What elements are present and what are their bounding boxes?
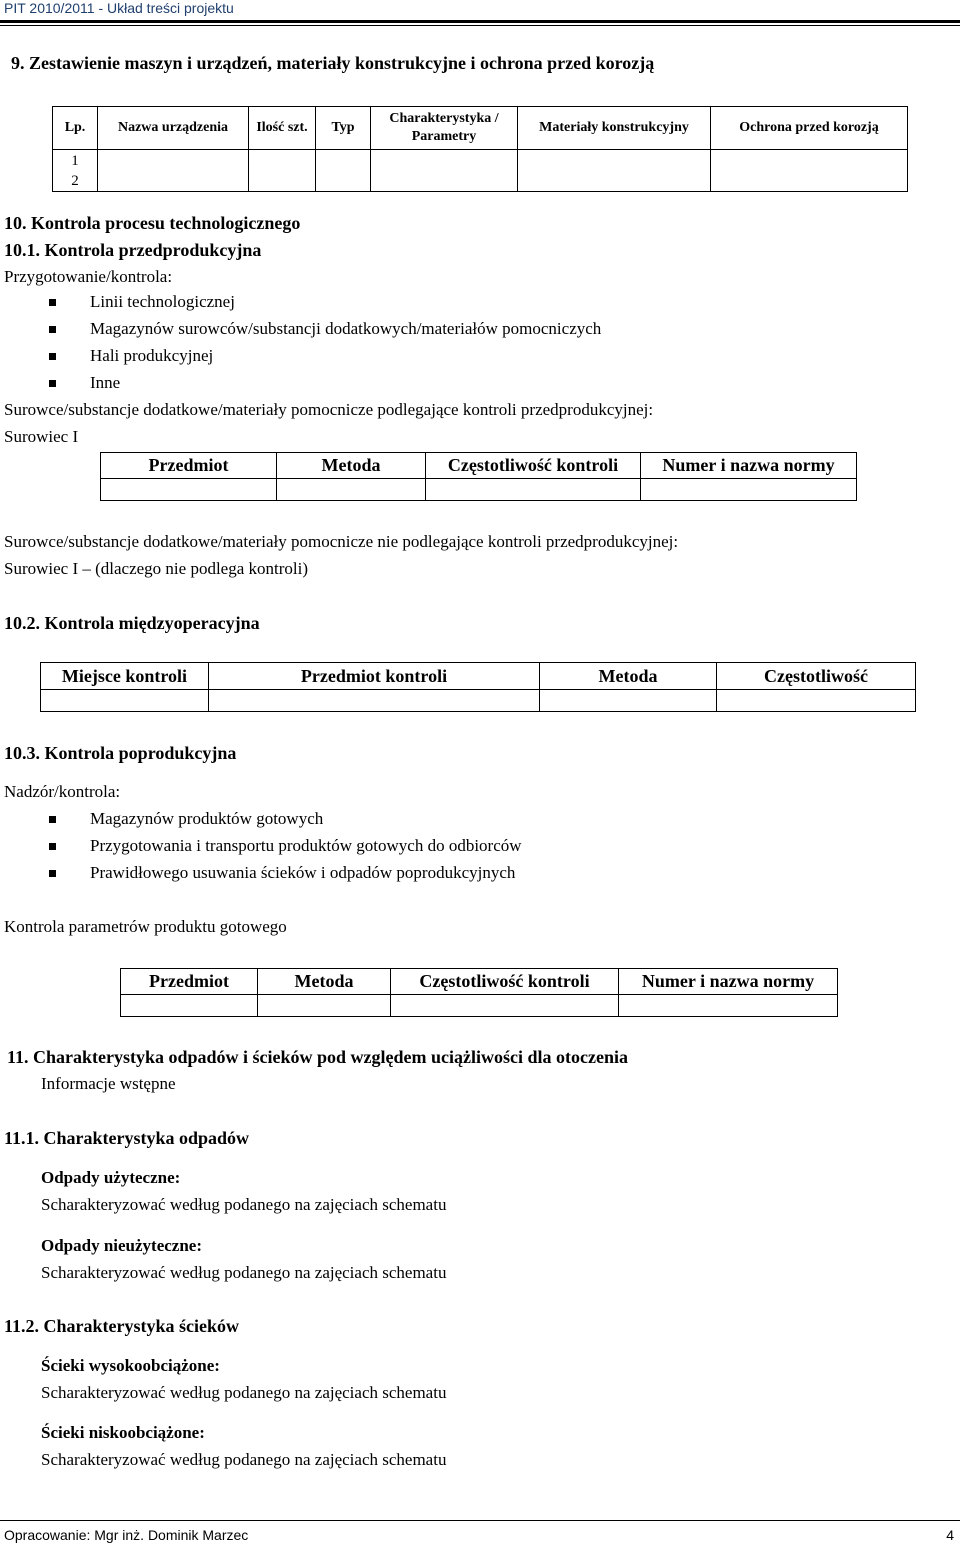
low-load-sewage-text: Scharakteryzować według podanego na zajęciach schematu — [41, 1450, 447, 1469]
header-subject: Przedmiot — [101, 453, 277, 479]
table-cell — [258, 995, 391, 1017]
bullet-square-icon — [49, 380, 56, 387]
table-cell — [98, 150, 249, 192]
header-control-subject: Przedmiot kontroli — [209, 663, 540, 690]
useful-waste-label: Odpady użyteczne: — [41, 1168, 181, 1187]
table-cell — [209, 690, 540, 712]
table-header-row — [101, 453, 857, 479]
header-control-place: Miejsce kontroli — [41, 663, 209, 690]
useless-waste-text: Scharakteryzować według podanego na zajęciach schematu — [41, 1263, 447, 1282]
high-load-sewage-label: Ścieki wysokoobciążone: — [41, 1356, 220, 1375]
header-frequency: Częstotliwość kontroli — [391, 969, 619, 995]
table-cell — [711, 150, 908, 192]
bullet-item: Magazynów surowców/substancji dodatkowych/materiałów pomocniczych — [90, 319, 602, 338]
section-10-3-heading: 10.3. Kontrola poprodukcyjna — [4, 743, 237, 763]
footer-rule — [0, 1520, 960, 1521]
col-corrosion: Ochrona przed korozją — [711, 107, 908, 150]
header-frequency: Częstotliwość — [717, 663, 916, 690]
table-cell — [426, 479, 641, 501]
table-cell — [316, 150, 371, 192]
high-load-sewage-text: Scharakteryzować według podanego na zajęciach schematu — [41, 1383, 447, 1402]
lp-cell — [53, 150, 98, 192]
header-standard: Numer i nazwa normy — [619, 969, 838, 995]
bullet-square-icon — [49, 843, 56, 850]
table-cell — [518, 150, 711, 192]
header-frequency: Częstotliwość kontroli — [426, 453, 641, 479]
table-cell — [641, 479, 857, 501]
table-cell — [41, 690, 209, 712]
section-10-1-heading: 10.1. Kontrola przedprodukcyjna — [4, 240, 262, 260]
col-materials: Materiały konstrukcyjny — [518, 107, 711, 150]
table-cell — [249, 150, 316, 192]
header-rule-thick — [0, 20, 960, 23]
header-method: Metoda — [540, 663, 717, 690]
useless-waste-label: Odpady nieużyteczne: — [41, 1236, 203, 1255]
table-row — [41, 690, 916, 712]
supervision-intro: Nadzór/kontrola: — [4, 782, 121, 801]
controlled-materials-text: Surowce/substancje dodatkowe/materiały pomocnicze podlegające kontroli przedprodukcyjnej: — [4, 400, 654, 419]
table-cell — [371, 150, 518, 192]
lp-value-1: 1 — [71, 153, 79, 169]
table-header-row — [121, 969, 838, 995]
footer-page-number: 4 — [946, 1527, 954, 1543]
raw-material-label: Surowiec I — [4, 427, 79, 446]
table-cell — [121, 995, 258, 1017]
table-cell — [277, 479, 426, 501]
bullet-item: Prawidłowego usuwania ścieków i odpadów poprodukcyjnych — [90, 863, 516, 882]
bullet-item: Linii technologicznej — [90, 292, 235, 311]
table-cell — [717, 690, 916, 712]
preparation-intro: Przygotowanie/kontrola: — [4, 267, 173, 286]
machines-table-header-row — [53, 107, 908, 150]
useful-waste-text: Scharakteryzować według podanego na zajęciach schematu — [41, 1195, 447, 1214]
table-row — [121, 995, 838, 1017]
col-device-name: Nazwa urządzenia — [98, 107, 249, 150]
bullet-square-icon — [49, 816, 56, 823]
bullet-item: Przygotowania i transportu produktów gotowych do odbiorców — [90, 836, 522, 855]
header-subject: Przedmiot — [121, 969, 258, 995]
bullet-item: Hali produkcyjnej — [90, 346, 214, 365]
section-11-2-heading: 11.2. Charakterystyka ścieków — [4, 1316, 239, 1336]
product-params-text: Kontrola parametrów produktu gotowego — [4, 917, 287, 936]
header-method: Metoda — [258, 969, 391, 995]
table-cell — [619, 995, 838, 1017]
postproduction-control-table — [120, 968, 838, 1017]
table-row — [53, 150, 908, 192]
bullet-item: Inne — [90, 373, 121, 392]
header-method: Metoda — [277, 453, 426, 479]
not-controlled-materials-text: Surowce/substancje dodatkowe/materiały pomocnicze nie podlegające kontroli przedprodukcyjnej: — [4, 532, 679, 551]
table-header-row — [41, 663, 916, 690]
table-cell — [540, 690, 717, 712]
bullet-item: Magazynów produktów gotowych — [90, 809, 324, 828]
footer-author: Opracowanie: Mgr inż. Dominik Marzec — [4, 1527, 249, 1543]
table-cell — [391, 995, 619, 1017]
section-10-2-heading: 10.2. Kontrola międzyoperacyjna — [4, 613, 260, 633]
low-load-sewage-label: Ścieki niskoobciążone: — [41, 1423, 205, 1442]
section-11-heading: 11. Charakterystyka odpadów i ścieków pod względem uciążliwości dla otoczenia — [7, 1047, 628, 1067]
section-9-heading: 9. Zestawienie maszyn i urządzeń, materiały konstrukcyjne i ochrona przed korozją — [11, 53, 655, 73]
raw-material-note: Surowiec I – (dlaczego nie podlega kontroli) — [4, 559, 309, 578]
preliminary-info: Informacje wstępne — [41, 1074, 176, 1093]
col-characteristics: Charakterystyka / Parametry — [371, 107, 518, 150]
bullet-square-icon — [49, 299, 56, 306]
machines-table — [52, 106, 908, 192]
col-type: Typ — [316, 107, 371, 150]
preproduction-control-table — [100, 452, 857, 501]
col-quantity: Ilość szt. — [249, 107, 316, 150]
document-header-title: PIT 2010/2011 - Układ treści projektu — [4, 0, 234, 16]
header-rule-thin — [0, 25, 960, 26]
section-10-heading: 10. Kontrola procesu technologicznego — [4, 213, 301, 233]
section-11-1-heading: 11.1. Charakterystyka odpadów — [4, 1128, 250, 1148]
interoperation-control-table — [40, 662, 916, 712]
table-cell — [101, 479, 277, 501]
bullet-square-icon — [49, 326, 56, 333]
lp-value-2: 2 — [71, 173, 79, 189]
table-row — [101, 479, 857, 501]
col-lp: Lp. — [53, 107, 98, 150]
bullet-square-icon — [49, 353, 56, 360]
header-standard: Numer i nazwa normy — [641, 453, 857, 479]
bullet-square-icon — [49, 870, 56, 877]
